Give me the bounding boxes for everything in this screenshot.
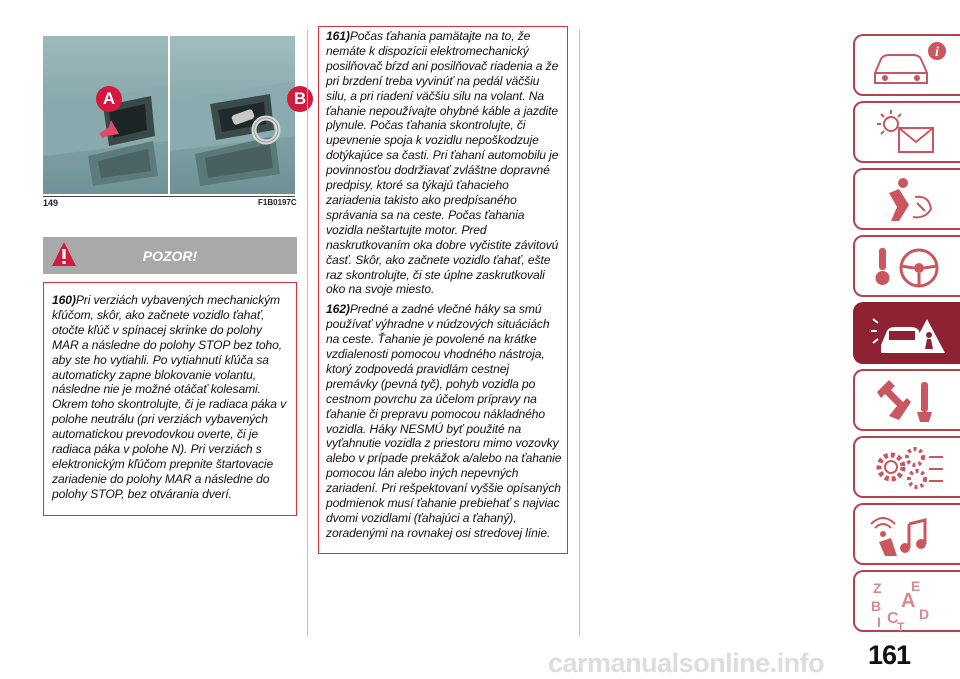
paragraph-text: Predné a zadné vlečné háky sa smú používať výhradne v núdzových situáciách na ceste. Ťahanie je povolené na krátke vzdialenosti pomocou vhodného nástroja, ktorý zodpovedá pravidlám cestnej premávky (pevná tyč), pohyb vozidla po cestnom povrchu za účelom prípravy na ťahanie či prepravu pomocou nákladného vozidla. Háky NESMÚ byť použité na vyťahnutie vozidla z priestoru mimo vozovky alebo v prípade prekážok a/alebo na ťahanie pomocou lán alebo iných nepevných zariadení. Pri rešpektovaní vyššie opísaných podmienok musí ťahanie prebiehať s najviac dvomi vozidlami (ťahajúci a ťahaný), zoradenými na rovnakej osi stredovej línie. [326,302,562,540]
emergency-icon [869,309,949,359]
callout-b: B [287,86,313,112]
tab-car-info[interactable] [853,34,960,96]
warning-paragraph-162 [326,302,563,541]
tab-dashboard-lights[interactable] [853,101,960,163]
warning-paragraph-161 [326,29,563,297]
multimedia-icon [869,510,949,560]
figure-caption-rule [43,196,295,197]
figure-149 [43,36,307,194]
index-letter: C [887,610,899,627]
index-letter: A [901,590,916,612]
index-letter: B [871,598,882,614]
warning-paragraph-160 [52,293,290,502]
index-letter: I [877,614,881,630]
column-divider [579,30,580,636]
photo-a [43,36,168,194]
figure-code: F1B0197C [258,198,297,207]
tab-seat-airbag[interactable] [853,168,960,230]
warning-box-left [43,282,297,516]
tab-emergency[interactable] [853,302,960,364]
paragraph-text: Počas ťahania pamätajte na to, že nemáte k dispozícii elektromechanický posilňovač bŕzd ani posilňovač riadenia a že pri brzdení treba vyvinúť na pedál väčšiu silu, a pri riadení väčšiu silu na volant. Na ťahanie nepoužívajte ohybné káble a jazdite plynule. Počas ťahania skontrolujte, či upevnenie spoja k vozidlu nepoškodzuje dotýkajúce sa časti. Pri ťahaní automobilu je povinnosťou dodržiavať zvláštne dopravné predpisy, ktoré sa týkajú ťahacieho zariadenia takisto ako predpísaného správania sa na ceste. Počas ťahania vozidla neštartujte motor. Pred naskrutkovaním oka dobre vyčistite závitovú časť. Skôr, ako začnete vozidlo ťahať, ešte raz skontrolujte, či ste úplne zaskrutkovali oko na svoje miesto. [326,29,559,297]
index-letters-icon [869,577,949,633]
tab-key-steering-wheel[interactable] [853,235,960,297]
tab-maintenance[interactable] [853,369,960,431]
index-letter: Z [873,580,882,596]
key-steering-wheel-icon [869,242,949,292]
technical-data-gears-icon [869,443,949,493]
figure-number: 149 [43,198,59,208]
paragraph-text: Pri verziách vybavených mechanickým kľúčom, skôr, ako začnete vozidlo ťahať, otočte kľúč v spínacej skrinke do polohy MAR a následne do polohy STOP bez toho, aby ste ho vytiahli. Po vytiahnutí kľúča sa automaticky zapne blokovanie volantu, následne nie je možné otáčať kolesami. Okrem toho skontrolujte, či je radiaca páka v polohe neutrálu (pri verziách vybavených automatickou prevodovkou overte, či je radiaca páka v polohe N). Pri verziách s elektronickým kľúčom prepnite štartovacie zariadenie do polohy MAR a následne do polohy STOP, bez otvárania dverí. [52,293,287,501]
tab-technical-data[interactable] [853,436,960,498]
callout-a: A [96,86,122,112]
tab-multimedia[interactable] [853,503,960,565]
svg-text:i: i [935,45,939,60]
paragraph-number: 160) [52,293,76,307]
maintenance-wrench-icon [869,376,949,426]
index-letter: D [919,606,930,622]
photo-b [170,36,295,194]
car-info-icon [869,41,949,91]
paragraph-number: 161) [326,29,350,43]
warning-header [43,237,297,274]
dashboard-lights-icon [869,108,949,158]
footer-watermark: carmanualsonline.info [548,648,825,678]
page-number: 161 [868,640,911,670]
paragraph-number: 162) [326,302,350,317]
warning-box-right [318,26,568,554]
tab-index[interactable] [853,570,960,632]
column-divider [307,30,308,636]
seat-airbag-icon [869,175,949,225]
index-letter: T [897,620,905,634]
warning-title: POZOR! [142,248,198,264]
index-letter: E [911,578,921,594]
